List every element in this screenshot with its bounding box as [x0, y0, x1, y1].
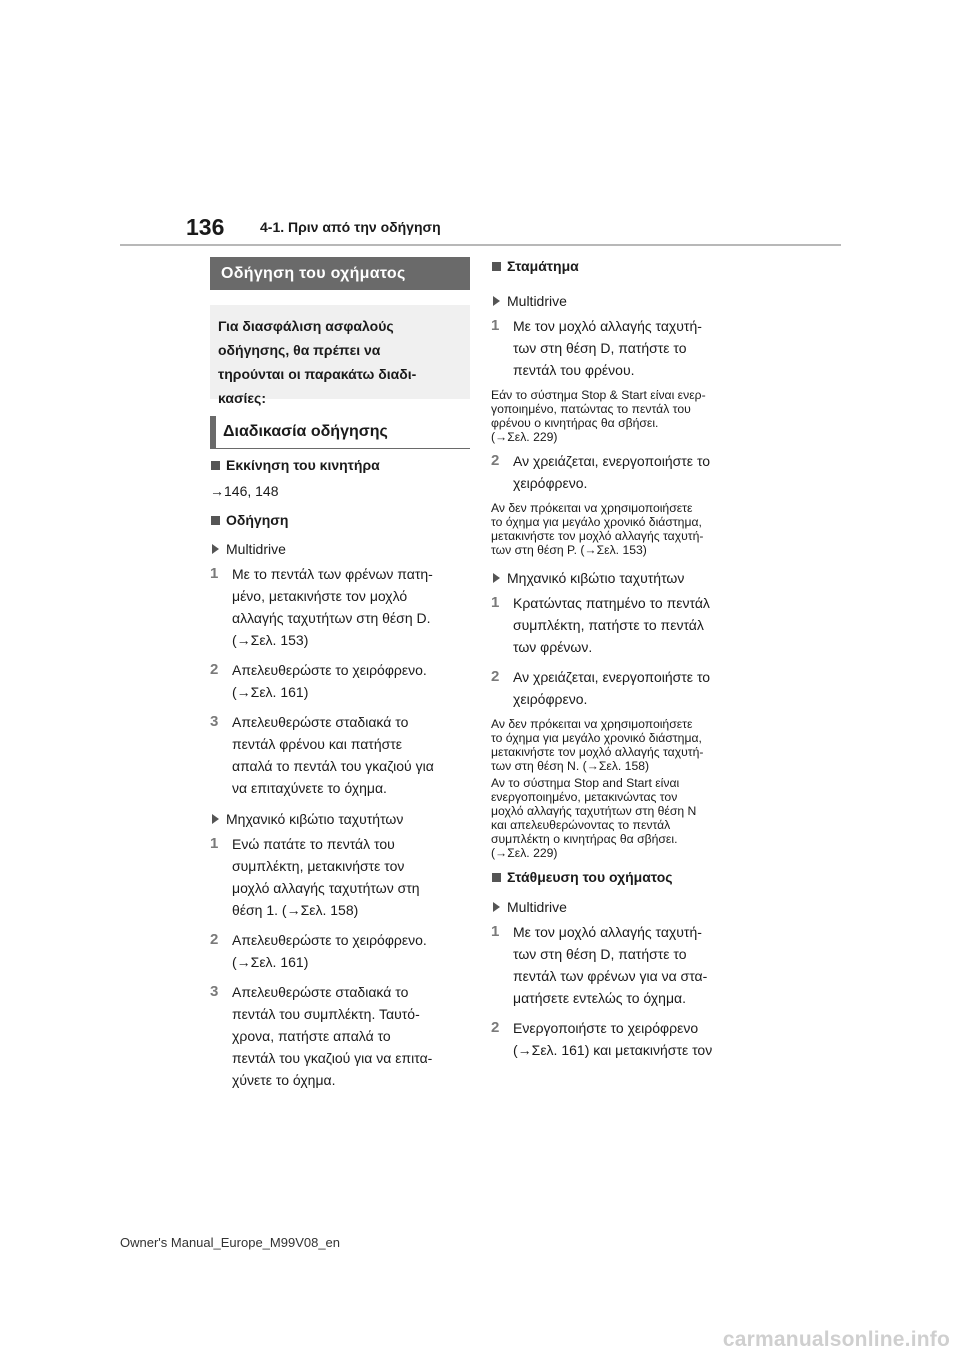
step-line: (→Σελ. 161) — [232, 684, 309, 700]
step-line: Με το πεντάλ των φρένων πατη- — [232, 566, 433, 582]
note-line: και απελευθερώνοντας το πεντάλ — [491, 818, 671, 832]
step-line: χειρόφρενο. — [513, 475, 588, 491]
step-line: μένο, μετακινήστε τον μοχλό — [232, 588, 408, 604]
driving-mt-step-2 — [210, 929, 470, 973]
step-line: πεντάλ του γκαζιού για να επιτα- — [232, 1050, 433, 1066]
procedure-heading: Διαδικασία οδήγησης — [210, 416, 470, 449]
step-line: Απελευθερώστε σταδιακά το — [232, 984, 409, 1000]
step-line: μοχλό αλλαγής ταχυτήτων στη — [232, 880, 420, 896]
header-divider — [120, 244, 841, 246]
footer-doc-id: Owner's Manual_Europe_M99V08_en — [120, 1235, 341, 1250]
right-column — [491, 257, 756, 1061]
step-number: 1 — [491, 923, 500, 940]
stop-md-step-1 — [491, 315, 756, 381]
note-line: των στη θέση P. (→Σελ. 153) — [491, 543, 647, 557]
note-line: γοποιημένο, πατώντας το πεντάλ του — [491, 402, 691, 416]
note-line: το όχημα για μεγάλο χρονικό διάστημα, — [491, 731, 702, 745]
step-line: συμπλέκτη, πατήστε το πεντάλ — [513, 617, 704, 633]
left-column — [210, 257, 470, 1091]
step-number: 1 — [491, 594, 500, 611]
driving-mt-step-1 — [210, 833, 470, 921]
driving-md-step-3 — [210, 711, 470, 799]
step-line: (→Σελ. 153) — [232, 632, 309, 648]
note-line: (→Σελ. 229) — [491, 846, 558, 860]
stop-mt-note-2 — [491, 776, 756, 860]
park-md-step-2 — [491, 1017, 756, 1061]
step-number: 2 — [210, 931, 219, 948]
step-line: Απελευθερώστε σταδιακά το — [232, 714, 409, 730]
step-line: Με τον μοχλό αλλαγής ταχυτή- — [513, 318, 702, 334]
step-line: χειρόφρενο. — [513, 691, 588, 707]
driving-md-step-1 — [210, 563, 470, 651]
note-line: Αν δεν πρόκειται να χρησιμοποιήσετε — [491, 717, 693, 731]
driving-mt-step-3 — [210, 981, 470, 1091]
note-line: συμπλέκτη ο κινητήρας θα σβήσει. — [491, 832, 678, 846]
step-line: Ενεργοποιήστε το χειρόφρενο — [513, 1020, 699, 1036]
step-number: 2 — [491, 452, 500, 469]
step-line: των στη θέση D, πατήστε το — [513, 946, 687, 962]
step-line: Αν χρειάζεται, ενεργοποιήστε το — [513, 669, 711, 685]
step-line: Κρατώντας πατημένο το πεντάλ — [513, 595, 710, 611]
page-number: 136 — [186, 214, 225, 240]
band-title: Οδήγηση του οχήματος — [210, 257, 470, 290]
step-line: αλλαγής ταχυτήτων στη θέση D. — [232, 610, 431, 626]
note-line: μοχλό αλλαγής ταχυτήτων στη θέση N — [491, 804, 697, 818]
parking-heading: Στάθμευση του οχήματος — [491, 868, 756, 886]
intro-line: τηρούνται οι παρακάτω διαδι- — [218, 366, 417, 382]
driving-heading: Οδήγηση — [210, 511, 470, 529]
manual-transmission-label: Μηχανικό κιβώτιο ταχυτήτων — [210, 810, 470, 828]
step-line: απαλά το πεντάλ του γκαζιού για — [232, 758, 434, 774]
step-number: 3 — [210, 713, 219, 730]
note-line: ενεργοποιημένο, μετακινώντας τον — [491, 790, 678, 804]
watermark: carmanualsonline.info — [722, 1328, 950, 1351]
step-line: πεντάλ φρένου και πατήστε — [232, 736, 403, 752]
note-line: Εάν το σύστημα Stop & Start είναι ενερ- — [491, 388, 706, 402]
note-line: (→Σελ. 229) — [491, 430, 558, 444]
step-number: 2 — [491, 1019, 500, 1036]
intro-box — [210, 305, 470, 406]
engine-start-ref: →146, 148 — [210, 483, 279, 499]
step-line: συμπλέκτη, μετακινήστε τον — [232, 858, 405, 874]
intro-line: Για διασφάλιση ασφαλούς — [218, 318, 394, 334]
note-line: μετακινήστε τον μοχλό αλλαγής ταχυτή- — [491, 529, 704, 543]
stop-mt-note-1 — [491, 717, 756, 773]
step-line: (→Σελ. 161) — [232, 954, 309, 970]
step-number: 2 — [491, 668, 500, 685]
step-number: 1 — [210, 835, 219, 852]
note-line: Αν δεν πρόκειται να χρησιμοποιήσετε — [491, 501, 693, 515]
stop-mt-step-2 — [491, 666, 756, 710]
step-line: Ενώ πατάτε το πεντάλ του — [232, 836, 395, 852]
note-line: το όχημα για μεγάλο χρονικό διάστημα, — [491, 515, 702, 529]
step-line: των φρένων. — [513, 639, 593, 655]
step-number: 2 — [210, 661, 219, 678]
note-line: φρένου ο κινητήρας θα σβήσει. — [491, 416, 659, 430]
step-line: να επιταχύνετε το όχημα. — [232, 780, 387, 796]
driving-md-step-2 — [210, 659, 470, 703]
note-line: των στη θέση N. (→Σελ. 158) — [491, 759, 650, 773]
multidrive-label: Multidrive — [210, 540, 470, 558]
step-number: 3 — [210, 983, 219, 1000]
step-line: χρονα, πατήστε απαλά το — [232, 1028, 391, 1044]
multidrive-label: Multidrive — [491, 898, 756, 916]
step-line: των στη θέση D, πατήστε το — [513, 340, 687, 356]
manual-transmission-label: Μηχανικό κιβώτιο ταχυτήτων — [491, 569, 756, 587]
step-line: πεντάλ του συμπλέκτη. Ταυτό- — [232, 1006, 420, 1022]
stop-md-note-2 — [491, 501, 756, 557]
engine-start-heading: Εκκίνηση του κινητήρα — [210, 456, 470, 474]
intro-line: κασίες: — [218, 390, 267, 406]
section-title: 4-1. Πριν από την οδήγηση — [260, 219, 441, 235]
step-line: Απελευθερώστε το χειρόφρενο. — [232, 932, 427, 948]
stop-mt-step-1 — [491, 592, 756, 658]
step-line: (→Σελ. 161) και μετακινήστε τον — [513, 1042, 713, 1058]
note-line: Αν το σύστημα Stop and Start είναι — [491, 776, 680, 790]
step-line: Απελευθερώστε το χειρόφρενο. — [232, 662, 427, 678]
step-line: Αν χρειάζεται, ενεργοποιήστε το — [513, 453, 711, 469]
step-line: χύνετε το όχημα. — [232, 1072, 336, 1088]
step-line: Με τον μοχλό αλλαγής ταχυτή- — [513, 924, 702, 940]
step-line: πεντάλ του φρένου. — [513, 362, 635, 378]
step-line: θέση 1. (→Σελ. 158) — [232, 902, 359, 918]
stop-md-step-2 — [491, 450, 756, 494]
stopping-heading: Σταμάτημα — [491, 257, 756, 275]
note-line: μετακινήστε τον μοχλό αλλαγής ταχυτή- — [491, 745, 704, 759]
step-number: 1 — [210, 565, 219, 582]
step-line: πεντάλ των φρένων για να στα- — [513, 968, 708, 984]
stop-md-note-1 — [491, 388, 756, 444]
step-line: ματήσετε εντελώς το όχημα. — [513, 990, 686, 1006]
step-number: 1 — [491, 317, 500, 334]
multidrive-label: Multidrive — [491, 292, 756, 310]
park-md-step-1 — [491, 921, 756, 1009]
intro-line: οδήγησης, θα πρέπει να — [218, 342, 381, 358]
